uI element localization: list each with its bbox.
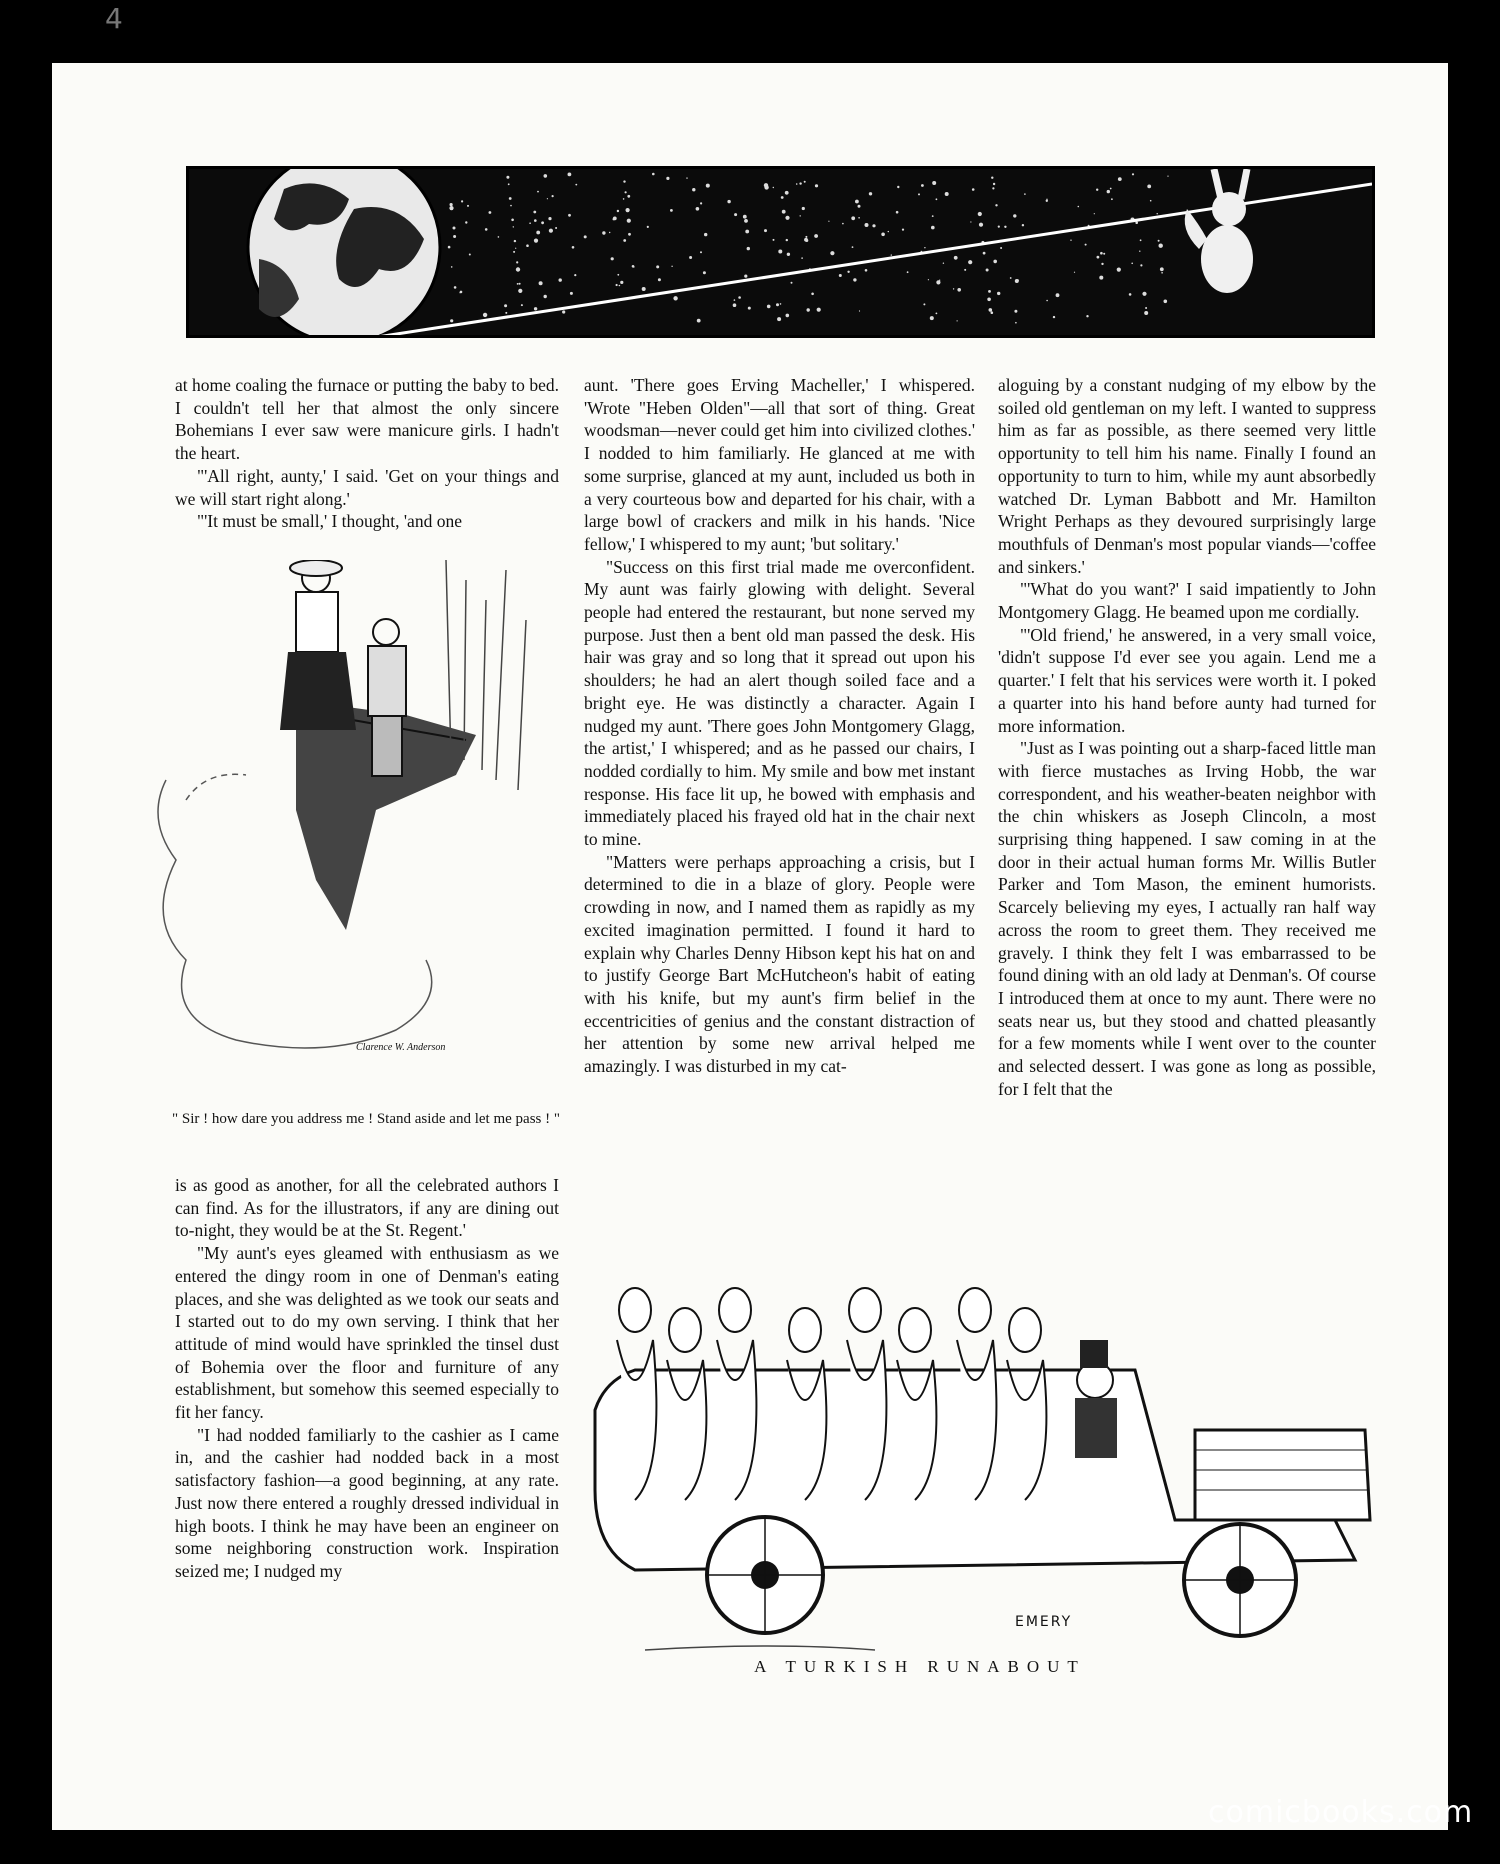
paragraph: "Matters were perhaps approaching a crisis, but I determined to die in a blaze of glory. People were crowding in now, and I named them as rapidly as my excited imagination permitted. I found it hard to explain why Charles Denny Hibson kept his hat on and to justify George Bart McHutcheon's habit of eating with his knife, but my aunt's firm belief in the eccentricities of genius and the constant distraction of her attention by some new arrival helped me amazingly. I was disturbed in my cat-	[584, 851, 975, 1077]
star-dot	[923, 303, 925, 305]
star-dot	[526, 244, 529, 247]
turkish-runabout-illustration	[575, 1270, 1385, 1655]
star-dot	[979, 223, 983, 227]
star-dot	[633, 266, 635, 268]
star-dot	[727, 200, 730, 203]
star-dot	[1103, 253, 1105, 255]
star-dot	[548, 217, 551, 220]
star-dot	[902, 229, 904, 231]
star-dot	[764, 183, 768, 187]
star-dot	[932, 215, 934, 217]
star-dot	[872, 224, 875, 227]
star-dot	[1111, 198, 1113, 200]
star-dot	[700, 251, 702, 253]
star-dot	[1070, 240, 1071, 241]
star-dot	[625, 191, 627, 193]
star-dot	[1107, 190, 1110, 193]
star-dot	[613, 218, 615, 220]
star-dot	[673, 296, 677, 300]
star-dot	[921, 184, 924, 187]
star-dot	[453, 235, 456, 238]
paragraph: aunt. 'There goes Erving Macheller,' I whispered. 'Wrote "Heben Olden"—all that sort of thing. Great woodsman—never could get him into civilized clothes.' I nodded to him familiarly. He glanced at me with some surprise, glanced at my aunt, included us both in a very courteous bow and departed for his chair, with a large bowl of crackers and milk in his hands. 'Nice fellow,' I whispered to my aunt; 'but solitary.'	[584, 375, 975, 554]
star-dot	[801, 257, 803, 259]
star-dot	[1056, 293, 1060, 297]
star-dot	[517, 283, 519, 285]
star-dot	[782, 210, 786, 214]
star-dot	[992, 187, 994, 189]
star-dot	[738, 296, 741, 299]
star-dot	[1014, 310, 1017, 313]
star-dot	[744, 219, 748, 223]
star-dot	[1147, 185, 1151, 189]
star-dot	[778, 250, 782, 254]
star-dot	[987, 298, 991, 302]
column-1-lower-text	[175, 1174, 559, 1583]
star-dot	[1167, 176, 1168, 177]
star-dot	[602, 231, 605, 234]
star-dot	[706, 184, 710, 188]
star-dot	[847, 271, 849, 273]
paragraph: "'Old friend,' he answered, in a very small voice, 'didn't suppose I'd ever see you again. Lend me a quarter.' I felt that his services were worth it. I poked a quarter into his hand before aunty had turned for more information.	[998, 624, 1376, 736]
banner-art	[189, 169, 1372, 335]
star-dot	[773, 239, 775, 241]
star-dot	[881, 233, 885, 237]
star-dot	[1158, 240, 1160, 242]
star-dot	[1013, 214, 1016, 217]
star-dot	[957, 288, 961, 292]
star-dot	[804, 181, 806, 183]
star-dot	[891, 254, 892, 255]
star-dot	[786, 314, 790, 318]
star-dot	[1150, 200, 1152, 202]
star-dot	[734, 213, 737, 216]
star-dot	[451, 266, 453, 268]
star-dot	[449, 206, 453, 210]
star-dot	[865, 223, 869, 227]
star-dot	[1010, 277, 1012, 279]
passenger-turban	[849, 1288, 881, 1332]
header-banner-illustration	[186, 166, 1375, 338]
star-dot	[858, 205, 861, 208]
star-dot	[936, 313, 938, 315]
star-dot	[997, 292, 1000, 295]
star-dot	[703, 271, 706, 274]
star-dot	[1097, 256, 1100, 259]
star-dot	[619, 285, 621, 287]
site-watermark: comicbooks.com	[1208, 1795, 1474, 1830]
star-dot	[696, 207, 700, 211]
star-dot	[785, 191, 789, 195]
star-dot	[1144, 311, 1148, 315]
star-dot	[998, 226, 1000, 228]
star-dot	[858, 217, 860, 219]
star-dot	[767, 305, 771, 309]
star-dot	[1022, 224, 1024, 226]
star-dot	[628, 233, 631, 236]
paragraph: "'All right, aunty,' I said. 'Get on your things and we will start right along.'	[175, 465, 559, 509]
star-dot	[617, 274, 619, 276]
star-dot	[584, 235, 587, 238]
star-dot	[448, 246, 451, 249]
star-dot	[498, 236, 500, 238]
star-dot	[930, 316, 934, 320]
star-dot	[936, 198, 938, 200]
star-dot	[666, 177, 669, 180]
star-dot	[1086, 315, 1088, 317]
star-dot	[1101, 263, 1103, 265]
star-dot	[855, 200, 859, 204]
column-2-text	[584, 374, 975, 1078]
star-dot	[1160, 267, 1164, 271]
star-dot	[796, 183, 798, 185]
star-dot	[541, 221, 544, 224]
star-dot	[811, 293, 814, 296]
star-dot	[658, 278, 661, 281]
star-dot	[1099, 276, 1103, 280]
star-dot	[544, 295, 547, 298]
column-3-text	[998, 374, 1376, 1101]
star-dot	[924, 247, 925, 248]
star-dot	[968, 260, 972, 264]
column-1-upper-text	[175, 374, 559, 533]
star-dot	[1096, 189, 1098, 191]
star-dot	[978, 212, 982, 216]
star-dot	[686, 177, 687, 178]
star-dot	[627, 219, 631, 223]
star-dot	[700, 202, 702, 204]
star-dot	[807, 308, 810, 311]
star-dot	[544, 174, 548, 178]
star-dot	[1094, 213, 1095, 214]
star-dot	[799, 182, 801, 184]
star-dot	[945, 192, 949, 196]
star-dot	[459, 292, 460, 293]
star-dot	[570, 292, 573, 295]
star-dot	[1000, 247, 1002, 249]
star-dot	[817, 308, 821, 312]
star-dot	[993, 260, 997, 264]
paragraph: is as good as another, for all the celebrated authors I can find. As for the illustrators, if any are dining out to-night, they would be at the St. Regent.'	[175, 1175, 559, 1241]
star-dot	[552, 195, 554, 197]
star-dot	[957, 320, 958, 321]
star-dot	[575, 184, 577, 186]
star-dot	[744, 275, 747, 278]
star-dot	[623, 198, 625, 200]
star-dot	[907, 271, 909, 273]
star-dot	[853, 278, 856, 281]
star-dot	[1015, 279, 1019, 283]
car-caption: A TURKISH RUNABOUT	[754, 1657, 1086, 1676]
passenger-turban	[619, 1288, 651, 1332]
paragraph: "'What do you want?' I said impatiently to John Montgomery Glagg. He beamed upon me cordially.	[998, 579, 1376, 623]
star-dot	[865, 269, 868, 272]
star-dot	[989, 308, 993, 312]
star-dot	[626, 208, 630, 212]
star-dot	[647, 226, 649, 228]
star-dot	[852, 246, 854, 248]
star-dot	[964, 269, 966, 271]
cliff-artist-signature: Clarence W. Anderson	[356, 1042, 446, 1053]
star-dot	[897, 186, 899, 188]
star-dot	[1085, 244, 1087, 246]
star-dot	[814, 234, 818, 238]
star-dot	[1074, 272, 1075, 273]
star-dot	[521, 304, 523, 306]
star-dot	[1118, 177, 1122, 181]
car-artist-signature: EMERY	[1015, 1614, 1073, 1630]
star-dot	[1161, 272, 1163, 274]
star-dot	[642, 287, 646, 291]
star-dot	[534, 239, 538, 243]
star-dot	[988, 290, 991, 293]
star-dot	[936, 280, 940, 284]
star-dot	[1117, 268, 1121, 272]
star-dot	[839, 274, 842, 277]
star-dot	[1100, 252, 1103, 255]
star-dot	[533, 211, 536, 214]
star-dot	[534, 307, 537, 310]
paragraph: "I had nodded familiarly to the cashier as I came in, and the cashier had nodded back in a most satisfactory fashion—a good beginning, at any rate. Just now there entered a roughly dressed individual in high boots. I think he may have been an engineer on some neighboring construction work. Inspiration seized me; I nudged my	[175, 1424, 559, 1581]
star-dot	[568, 173, 572, 177]
star-dot	[815, 184, 818, 187]
star-dot	[505, 312, 507, 314]
star-dot	[859, 310, 860, 311]
star-dot	[627, 195, 630, 198]
star-dot	[800, 215, 801, 216]
star-dot	[1145, 307, 1147, 309]
star-dot	[991, 177, 993, 179]
star-dot	[572, 246, 575, 249]
star-dot	[617, 210, 619, 212]
star-dot	[1053, 316, 1055, 318]
star-dot	[986, 269, 989, 272]
star-dot	[830, 251, 834, 255]
star-dot	[465, 221, 467, 223]
star-dot	[469, 254, 471, 256]
star-dot	[869, 192, 872, 195]
star-dot	[1132, 173, 1134, 175]
passenger-turban	[959, 1288, 991, 1332]
star-dot	[534, 219, 537, 222]
star-dot	[609, 232, 610, 233]
star-dot	[537, 191, 539, 193]
star-dot	[918, 193, 920, 195]
star-dot	[704, 233, 707, 236]
star-dot	[748, 307, 751, 310]
star-dot	[483, 313, 487, 317]
star-dot	[1046, 300, 1048, 302]
star-dot	[764, 229, 767, 232]
paragraph: "'It must be small,' I thought, 'and one	[197, 511, 462, 532]
star-dot	[623, 239, 626, 242]
star-dot	[555, 227, 557, 229]
star-dot	[559, 278, 562, 281]
star-dot	[489, 211, 492, 214]
star-dot	[616, 284, 618, 286]
star-dot	[529, 222, 531, 224]
paragraph: at home coaling the furnace or putting the baby to bed. I couldn't tell her that almost the only sincere Bohemians I ever saw were manicure girls. I hadn't the heart.	[175, 375, 559, 464]
star-dot	[516, 267, 520, 271]
star-dot	[888, 231, 889, 232]
star-dot	[1078, 206, 1080, 208]
star-dot	[510, 205, 512, 207]
star-dot	[1015, 322, 1017, 324]
star-dot	[518, 289, 522, 293]
star-dot	[1110, 188, 1112, 190]
star-dot	[776, 303, 779, 306]
star-dot	[970, 221, 971, 222]
star-dot	[671, 266, 672, 267]
star-dot	[928, 279, 929, 280]
star-dot	[652, 173, 655, 176]
star-dot	[805, 236, 807, 238]
paragraph: "My aunt's eyes gleamed with enthusiasm as we entered the dingy room in one of Denman's eating places, and she was delighted as we took our seats and I started out to do my own serving. I think that her attitude of mind would have sprinkled the tinsel dust of Bohemia over the floor and furniture of any establishment, but somehow this seemed especially to fit her fancy.	[175, 1243, 559, 1423]
star-dot	[461, 200, 463, 202]
facing-page-edge	[1448, 60, 1500, 1840]
star-dot	[562, 310, 565, 313]
star-dot	[954, 256, 958, 260]
star-dot	[549, 229, 553, 233]
star-dot	[932, 181, 936, 185]
star-dot	[506, 176, 509, 179]
star-dot	[805, 239, 808, 242]
star-dot	[993, 183, 995, 185]
star-dot	[972, 188, 975, 191]
star-dot	[511, 219, 514, 222]
star-dot	[547, 198, 548, 199]
star-dot	[995, 204, 997, 206]
passenger-turban	[1009, 1308, 1041, 1352]
star-dot	[513, 251, 515, 253]
star-dot	[733, 303, 737, 307]
star-dot	[689, 256, 692, 259]
star-dot	[611, 257, 614, 260]
star-dot	[781, 196, 784, 199]
star-dot	[896, 211, 899, 214]
star-dot	[777, 317, 781, 321]
star-dot	[568, 214, 571, 217]
star-dot	[1164, 300, 1168, 304]
star-dot	[786, 239, 788, 241]
star-dot	[485, 228, 488, 231]
star-dot	[780, 303, 782, 305]
star-dot	[787, 253, 790, 256]
star-dot	[828, 221, 829, 222]
car-drawing	[575, 1270, 1385, 1655]
star-dot	[1142, 292, 1146, 296]
star-dot	[508, 183, 510, 185]
paragraph: aloguing by a constant nudging of my elbow by the soiled old gentleman on my left. I wanted to suppress him as far as possible, as there seemed very little opportunity to tell him his name. Finally I found an opportunity to turn to him, while my aunt absorbedly watched Dr. Lyman Babbott and Mr. Hamilton Wright Perhaps as they devoured surprisingly large mouthfuls of Denman's most popular viands—'coffee and sinkers.'	[998, 375, 1376, 577]
star-dot	[656, 265, 659, 268]
star-dot	[467, 205, 469, 207]
paragraph: "Just as I was pointing out a sharp-faced little man with fierce mustaches as Irving Hobb, the war correspondent, and his weather-beaten neighbor with the chin whiskers as Joseph Clincoln, a most surprising thing happened. I saw coming in at the door in their actual human forms Mr. Willis Butler Parker and Tom Mason, the eminent humorists. Scarcely believing my eyes, I actually ran half way across the room to greet them. They received me gravely. I think they felt I was embarrassed to be found dining with an old lady at Denman's. Of course I introduced them at once to my aunt. There were no seats near us, but they stood and chatted pleasantly for a few moments while I went over to the counter and selected dessert. I was gone as long as possible, for I felt that the	[998, 738, 1376, 1099]
star-dot	[802, 207, 805, 210]
passenger-turban	[669, 1308, 701, 1352]
cliff-drawing	[146, 560, 566, 1100]
star-dot	[1139, 251, 1140, 252]
star-dot	[745, 230, 749, 234]
corner-page-mark: 4	[105, 2, 123, 35]
star-dot	[450, 203, 453, 206]
star-dot	[620, 281, 623, 284]
star-dot	[1024, 193, 1026, 195]
star-dot	[953, 288, 954, 289]
star-dot	[519, 283, 521, 285]
star-dot	[454, 286, 457, 289]
star-dot	[1131, 263, 1133, 265]
star-dot	[509, 197, 512, 200]
star-dot	[1140, 239, 1142, 241]
cliff-caption: " Sir ! how dare you address me ! Stand aside and let me pass ! "	[172, 1111, 560, 1127]
star-dot	[785, 216, 789, 220]
star-dot	[931, 226, 935, 230]
star-dot	[991, 311, 994, 314]
star-dot	[1157, 213, 1158, 214]
passenger-turban	[789, 1308, 821, 1352]
passenger-turban	[719, 1288, 751, 1332]
star-dot	[773, 187, 774, 188]
star-dot	[515, 248, 516, 249]
star-dot	[504, 304, 507, 307]
star-dot	[670, 209, 673, 212]
star-dot	[851, 216, 855, 220]
star-dot	[747, 247, 750, 250]
star-dot	[1129, 293, 1132, 296]
star-dot	[453, 227, 456, 230]
cliff-illustration	[146, 560, 566, 1100]
star-dot	[513, 226, 514, 227]
star-dot	[692, 188, 695, 191]
star-dot	[743, 215, 747, 219]
star-dot	[574, 274, 576, 276]
star-dot	[514, 240, 516, 242]
star-dot	[1046, 200, 1048, 202]
star-dot	[1004, 226, 1006, 228]
paragraph: "Success on this first trial made me overconfident. My aunt was fairly glowing with delight. Several people had entered the restaurant, but none served my purpose. Just then a bent old man passed the desk. His hair was gray and so long that it spread out upon his shoulders; he had an alert though soiled face and a bright eye. He was distinctly a character. Again I nudged my aunt. 'There goes John Montgomery Glagg, the artist,' I whispered; and as he passed our chairs, I nodded cordially to him. My smile and bow met instant response. His face lit up, he bowed with emphasis and immediately placed his frayed old hat in the chair next to mine.	[584, 556, 975, 850]
star-dot	[943, 263, 944, 264]
star-dot	[734, 299, 736, 301]
star-dot	[539, 281, 543, 285]
star-dot	[516, 261, 518, 263]
star-dot	[791, 282, 793, 284]
star-dot	[697, 319, 701, 323]
star-dot	[623, 180, 625, 182]
star-dot	[536, 231, 540, 235]
star-dot	[1159, 244, 1163, 248]
star-dot	[450, 319, 453, 322]
star-dot	[983, 252, 986, 255]
star-dot	[1140, 264, 1142, 266]
passenger-turban	[899, 1308, 931, 1352]
star-dot	[842, 223, 844, 225]
